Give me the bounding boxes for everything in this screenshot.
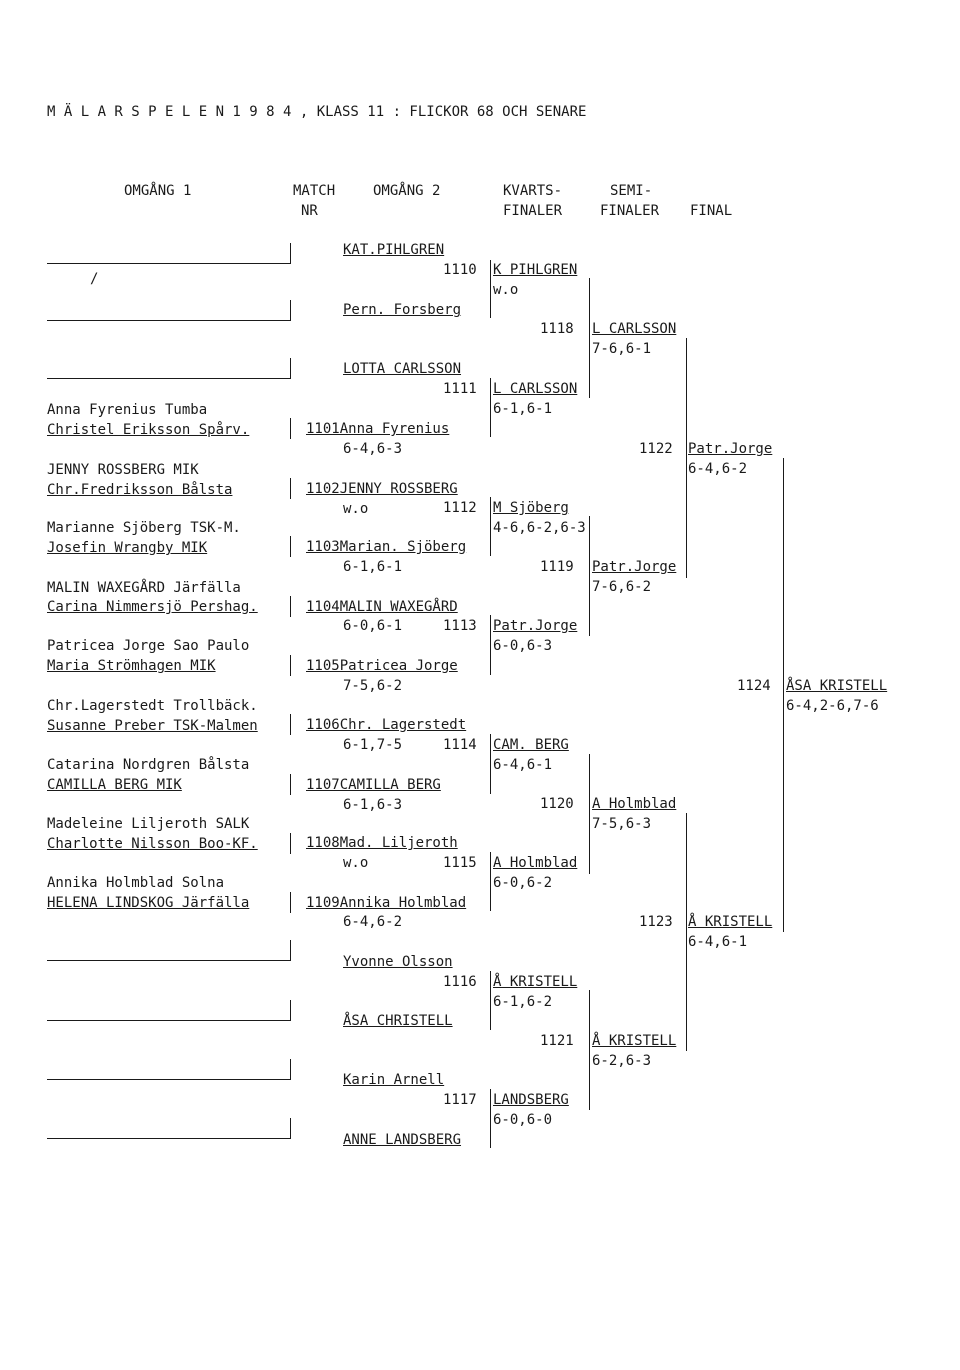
player-entry: Madeleine Liljeroth SALK — [47, 816, 250, 832]
match-1113-winner: Patr.Jorge — [493, 618, 578, 634]
match-1101-score: 6-4,6-3 — [343, 441, 403, 457]
match-1118-number: 1118 — [540, 321, 574, 337]
match-1111-winner: L CARLSSON — [493, 381, 578, 397]
match-1117-number: 1117 — [443, 1092, 477, 1108]
match-1112-winner: M Sjöberg — [493, 500, 569, 516]
match-1115-number: 1115 — [443, 855, 477, 871]
match-1109-player: 1109Annika Holmblad — [306, 895, 467, 911]
player-entry: Charlotte Nilsson Boo-KF. — [47, 836, 258, 852]
bracket-line — [290, 833, 291, 854]
bracket-line — [490, 1089, 491, 1148]
match-1114-winner: CAM. BERG — [493, 737, 569, 753]
bracket-line — [290, 243, 291, 264]
match-1105-score: 7-5,6-2 — [343, 678, 403, 694]
player-entry: Christel Eriksson Spårv. — [47, 422, 250, 438]
match-1117-score: 6-0,6-0 — [493, 1112, 553, 1128]
match-1109-score: 6-4,6-2 — [343, 914, 403, 930]
header-kvartsfinaler-1: KVARTS- — [503, 183, 563, 199]
bracket-line — [490, 852, 491, 911]
bracket-line — [47, 320, 291, 321]
bracket-line — [290, 1059, 291, 1080]
player-entry: Karin Arnell — [343, 1072, 445, 1088]
bracket-line — [47, 1138, 291, 1139]
match-1121-score: 6-2,6-3 — [592, 1053, 652, 1069]
match-1113-score: 6-0,6-3 — [493, 638, 553, 654]
match-1101-player: 1101Anna Fyrenius — [306, 421, 450, 437]
header-match: MATCH — [293, 183, 336, 199]
player-entry: Patricea Jorge Sao Paulo — [47, 638, 250, 654]
match-1105-player: 1105Patricea Jorge — [306, 658, 458, 674]
match-1110-score: w.o — [493, 282, 519, 298]
header-omgang-1: OMGÅNG 1 — [124, 183, 192, 199]
player-entry: Annika Holmblad Solna — [47, 875, 225, 891]
header-nr: NR — [301, 203, 318, 219]
match-1121-number: 1121 — [540, 1033, 574, 1049]
match-1120-score: 7-5,6-3 — [592, 816, 652, 832]
bracket-line — [686, 338, 687, 578]
match-1114-number: 1114 — [443, 737, 477, 753]
player-entry: HELENA LINDSKOG Järfälla — [47, 895, 250, 911]
bracket-line — [47, 1079, 291, 1080]
header-kvartsfinaler-2: FINALER — [503, 203, 563, 219]
match-1114-score: 6-4,6-1 — [493, 757, 553, 773]
match-1107-score: 6-1,6-3 — [343, 797, 403, 813]
bracket-line — [290, 774, 291, 795]
bracket-line — [47, 960, 291, 961]
bracket-line — [47, 263, 291, 264]
match-1108-score: w.o — [343, 855, 369, 871]
match-1123-number: 1123 — [639, 914, 673, 930]
match-1118-winner: L CARLSSON — [592, 321, 677, 337]
bracket-line — [290, 478, 291, 499]
match-1110-number: 1110 — [443, 262, 477, 278]
player-entry: ANNE LANDSBERG — [343, 1132, 462, 1148]
player-entry: Catarina Nordgren Bålsta — [47, 757, 250, 773]
match-1119-winner: Patr.Jorge — [592, 559, 677, 575]
bracket-line — [290, 358, 291, 379]
match-1107-player: 1107CAMILLA BERG — [306, 777, 441, 793]
match-1115-winner: A Holmblad — [493, 855, 578, 871]
match-1104-score: 6-0,6-1 — [343, 618, 403, 634]
page-title: M Ä L A R S P E L E N 1 9 8 4 , KLASS 11 : FLICKOR 68 OCH SENARE — [47, 104, 587, 120]
player-entry: Marianne Sjöberg TSK-M. — [47, 520, 241, 536]
bracket-line — [783, 458, 784, 932]
header-omgang-2: OMGÅNG 2 — [373, 183, 441, 199]
match-1119-number: 1119 — [540, 559, 574, 575]
bracket-line — [290, 596, 291, 617]
slash-mark: / — [90, 271, 99, 287]
player-entry: Josefin Wrangby MIK — [47, 540, 208, 556]
match-1116-winner: Å KRISTELL — [493, 974, 578, 990]
bracket-line — [490, 260, 491, 318]
player-entry: MALIN WAXEGÅRD Järfälla — [47, 580, 241, 596]
player-entry: Yvonne Olsson — [343, 954, 453, 970]
match-1124-winner: ÅSA KRISTELL — [786, 678, 888, 694]
match-1116-number: 1116 — [443, 974, 477, 990]
bracket-line — [290, 536, 291, 557]
player-entry: Chr.Lagerstedt Trollbäck. — [47, 698, 258, 714]
bracket-line — [490, 734, 491, 794]
match-1117-winner: LANDSBERG — [493, 1092, 569, 1108]
match-1121-winner: Å KRISTELL — [592, 1033, 677, 1049]
match-1124-number: 1124 — [737, 678, 771, 694]
match-1102-player: 1102JENNY ROSSBERG — [306, 481, 458, 497]
bracket-line — [290, 714, 291, 735]
header-semifinaler-1: SEMI- — [610, 183, 653, 199]
player-entry: LOTTA CARLSSON — [343, 361, 462, 377]
bracket-line — [290, 1118, 291, 1139]
player-entry: Pern. Forsberg — [343, 302, 462, 318]
bracket-line — [47, 378, 291, 379]
bracket-line — [490, 615, 491, 675]
bracket-line — [290, 418, 291, 439]
bracket-line — [686, 813, 687, 1051]
header-final: FINAL — [690, 203, 733, 219]
match-1122-winner: Patr.Jorge — [688, 441, 773, 457]
match-1118-score: 7-6,6-1 — [592, 341, 652, 357]
match-1124-score: 6-4,2-6,7-6 — [786, 698, 879, 714]
match-1113-number: 1113 — [443, 618, 477, 634]
bracket-line — [290, 1000, 291, 1021]
player-entry: Maria Strömhagen MIK — [47, 658, 216, 674]
match-1115-score: 6-0,6-2 — [493, 875, 553, 891]
match-1111-score: 6-1,6-1 — [493, 401, 553, 417]
match-1110-winner: K PIHLGREN — [493, 262, 578, 278]
bracket-line — [290, 940, 291, 961]
bracket-line — [490, 378, 491, 437]
bracket-line — [490, 497, 491, 556]
match-1112-score: 4-6,6-2,6-3 — [493, 520, 586, 536]
bracket-line — [47, 1020, 291, 1021]
player-entry: Chr.Fredriksson Bålsta — [47, 482, 233, 498]
match-1120-number: 1120 — [540, 796, 574, 812]
match-1116-score: 6-1,6-2 — [493, 994, 553, 1010]
match-1123-winner: Å KRISTELL — [688, 914, 773, 930]
player-entry: ÅSA CHRISTELL — [343, 1013, 453, 1029]
match-1106-player: 1106Chr. Lagerstedt — [306, 717, 467, 733]
match-1120-winner: A Holmblad — [592, 796, 677, 812]
player-entry: Susanne Preber TSK-Malmen — [47, 718, 258, 734]
match-1102-score: w.o — [343, 501, 369, 517]
player-entry: Carina Nimmersjö Pershag. — [47, 599, 258, 615]
player-entry: KAT.PIHLGREN — [343, 242, 445, 258]
match-1108-player: 1108Mad. Liljeroth — [306, 835, 458, 851]
bracket-line — [490, 971, 491, 1030]
match-1122-score: 6-4,6-2 — [688, 461, 748, 477]
match-1122-number: 1122 — [639, 441, 673, 457]
bracket-line — [589, 990, 590, 1110]
match-1123-score: 6-4,6-1 — [688, 934, 748, 950]
match-1103-score: 6-1,6-1 — [343, 559, 403, 575]
match-1111-number: 1111 — [443, 381, 477, 397]
bracket-line — [589, 278, 590, 398]
header-semifinaler-2: FINALER — [600, 203, 660, 219]
match-1106-score: 6-1,7-5 — [343, 737, 403, 753]
bracket-line — [589, 754, 590, 874]
match-1112-number: 1112 — [443, 500, 477, 516]
player-entry: JENNY ROSSBERG MIK — [47, 462, 199, 478]
match-1104-player: 1104MALIN WAXEGÅRD — [306, 599, 458, 615]
player-entry: Anna Fyrenius Tumba — [47, 402, 208, 418]
bracket-line — [290, 892, 291, 913]
bracket-line — [290, 300, 291, 321]
bracket-line — [589, 516, 590, 636]
match-1103-player: 1103Marian. Sjöberg — [306, 539, 467, 555]
player-entry: CAMILLA BERG MIK — [47, 777, 182, 793]
match-1119-score: 7-6,6-2 — [592, 579, 652, 595]
bracket-line — [290, 655, 291, 676]
